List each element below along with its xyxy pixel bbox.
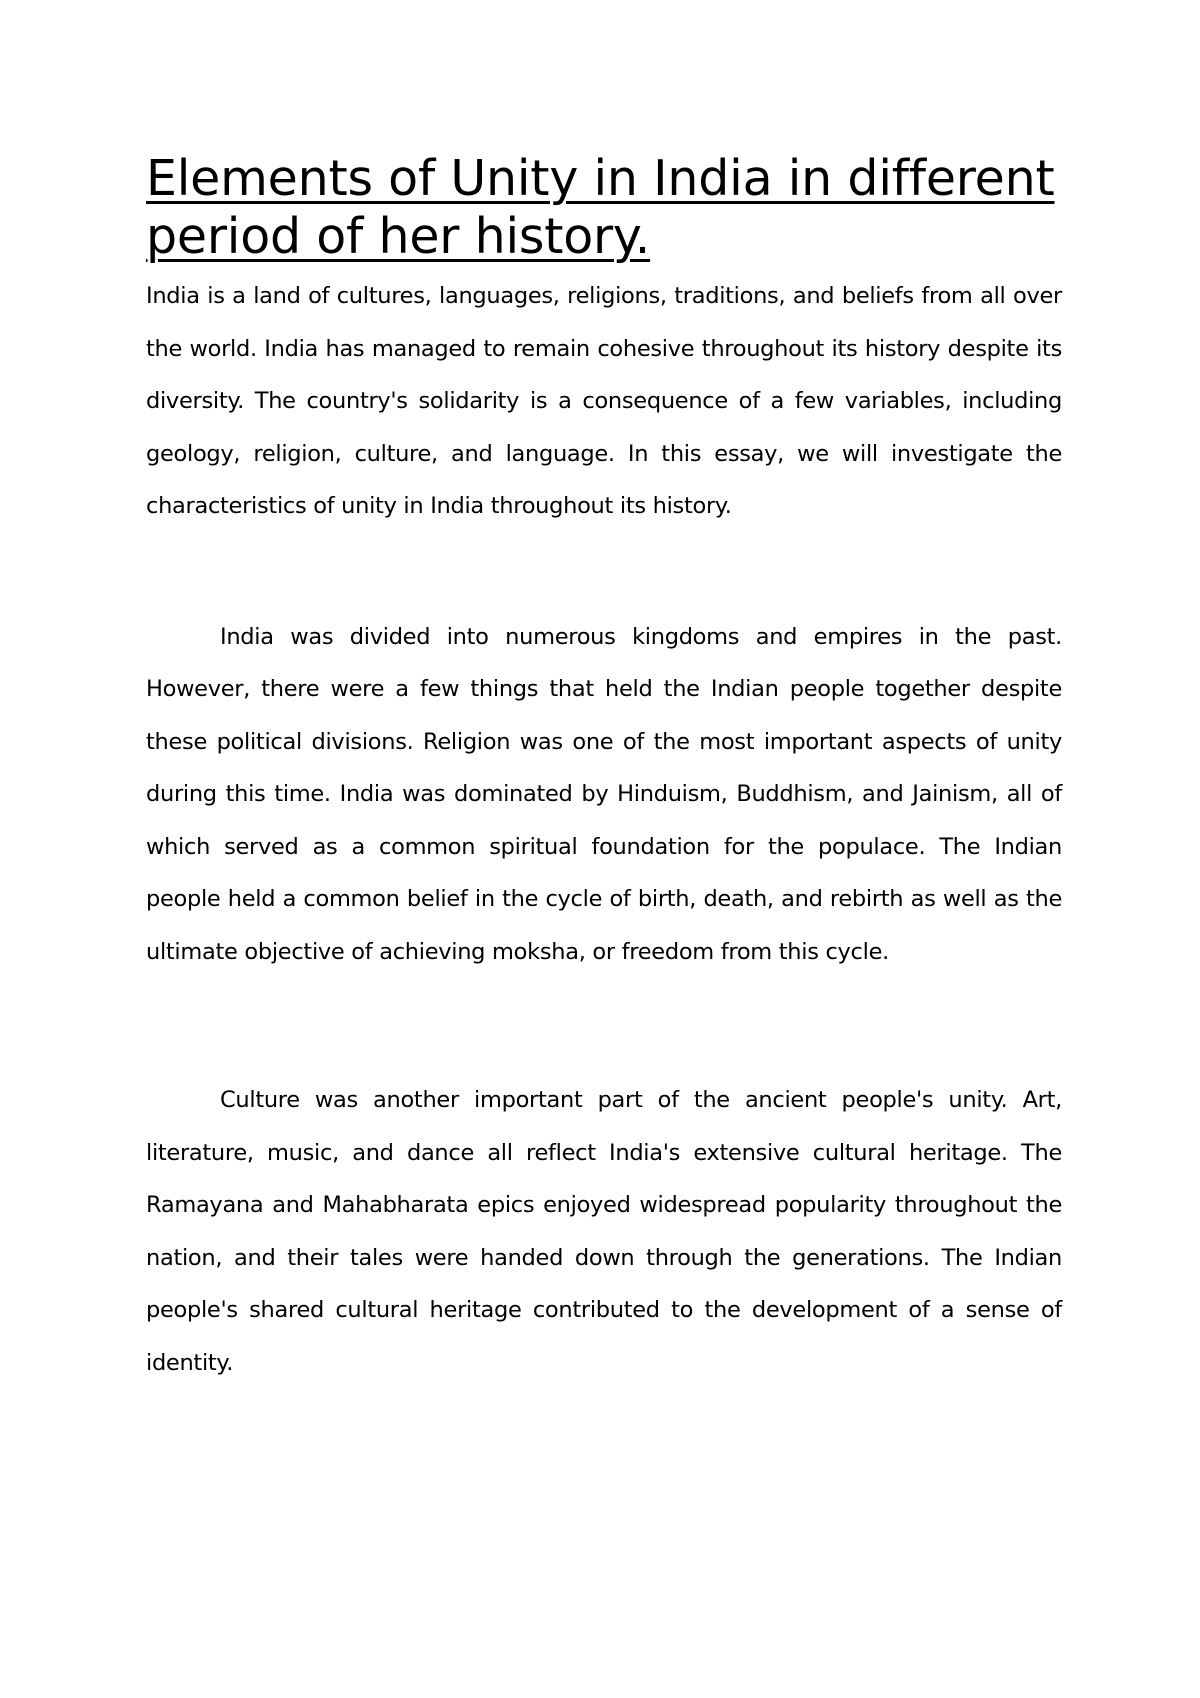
document-title: Elements of Unity in India in different period of her history.	[146, 150, 1055, 265]
paragraph-religion: India was divided into numerous kingdoms and empires in the past. However, there were a few things that held the Indian people together despite these political divisions. Religion was one of the most important aspects of unity during this time. India was dominated by Hinduism, Buddhism, and Jainism, all of which served as a common spiritual foundation for the populace. The Indian people held a common belief in the cycle of birth, death, and rebirth as well as the ultimate objective of achieving moksha, or freedom from this cycle.	[146, 623, 1062, 965]
document-body	[146, 150, 1062, 1389]
paragraph-spacer	[146, 533, 1062, 611]
paragraph-culture: Culture was another important part of the ancient people's unity. Art, literature, music, and dance all reflect India's extensive cultural heritage. The Ramayana and Mahabharata epics enjoyed widespread popularity throughout the nation, and their tales were handed down through the generations. The Indian people's shared cultural heritage contributed to the development of a sense of identity.	[146, 1087, 1062, 1376]
paragraph-intro: India is a land of cultures, languages, religions, traditions, and beliefs from all over the world. India has managed to remain cohesive throughout its history despite its diversity. The country's solidarity is a consequence of a few variables, including geology, religion, culture, and language. In this essay, we will investigate the characteristics of unity in India throughout its history.	[146, 283, 1062, 519]
paragraph-spacer	[146, 978, 1062, 1074]
